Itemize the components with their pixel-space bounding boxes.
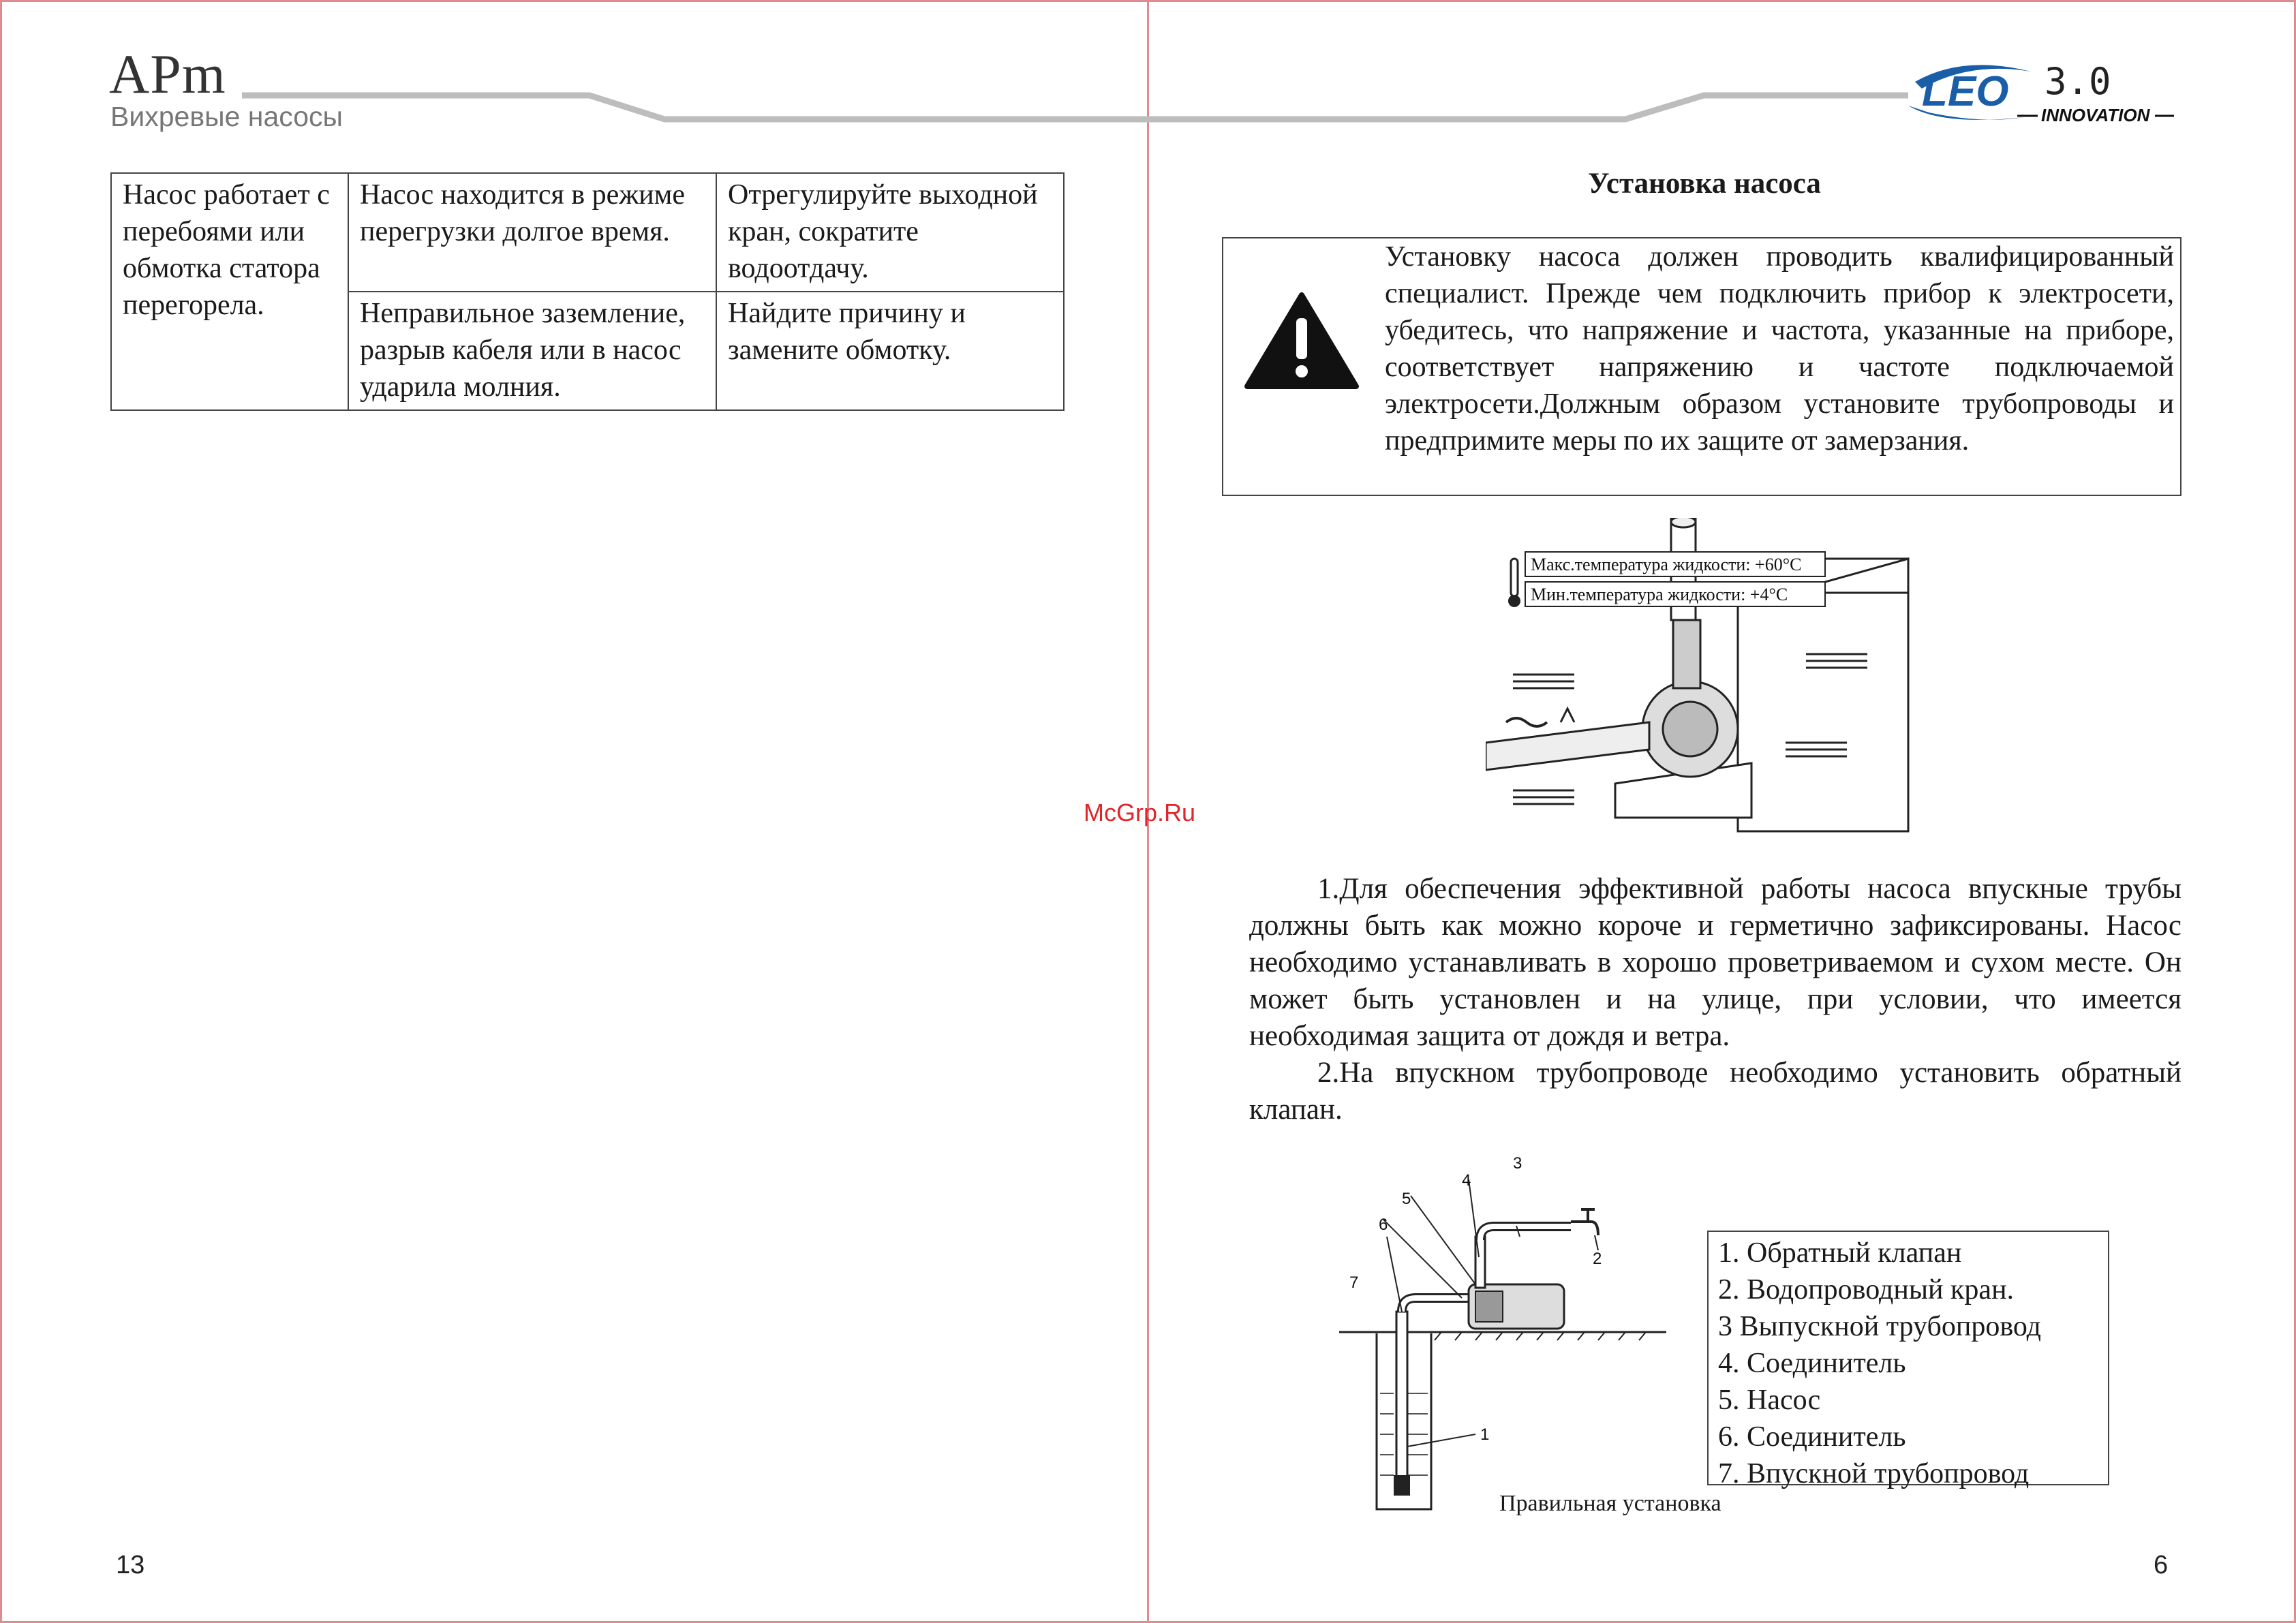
- page-number-right: 6: [2154, 1551, 2169, 1579]
- installation-instructions: [1249, 871, 2182, 1128]
- section-title: Установка насоса: [1588, 168, 1821, 200]
- legend-item: 4. Соединитель: [1718, 1348, 1906, 1379]
- legend-item: 5. Насос: [1718, 1385, 1821, 1416]
- solution-cell: Отрегулируйте выходной кран, сократите водоотдачу.: [716, 173, 1064, 292]
- callout-6: 6: [1379, 1216, 1388, 1234]
- watermark: McGrp.Ru: [1084, 799, 1196, 826]
- legend-item: 6. Соединитель: [1718, 1421, 1906, 1453]
- legend-item: 3 Выпускной трубопровод: [1718, 1311, 2042, 1342]
- callout-1: 1: [1480, 1425, 1490, 1444]
- troubleshooting-table: [110, 172, 1065, 411]
- pump-installation-figure: [1486, 518, 1922, 838]
- legend-item: 1. Обратный клапан: [1718, 1237, 1962, 1269]
- paragraph: 2.На впускном трубопроводе необходимо установить обратный клапан.: [1249, 1057, 2182, 1126]
- brand-subtitle: Вихревые насосы: [110, 101, 343, 132]
- figure-legend: [1707, 1231, 2109, 1489]
- callout-5: 5: [1402, 1190, 1411, 1208]
- brand-title: APm: [109, 43, 226, 105]
- figure-caption: Правильная установка: [1499, 1491, 1721, 1516]
- legend-item: 7. Впускной трубопровод: [1718, 1458, 2030, 1489]
- cause-cell: Насос находится в режиме перегрузки долгое время.: [348, 173, 716, 292]
- table-row: [111, 173, 1064, 292]
- logo-version: 3.0: [2045, 60, 2111, 103]
- callout-4: 4: [1462, 1171, 1471, 1190]
- warning-triangle-icon: [1244, 290, 1360, 392]
- max-temp-label: Макс.температура жидкости: +60°C: [1531, 555, 1802, 574]
- logo-tagline: INNOVATION: [2041, 105, 2150, 125]
- page-edge-left: [0, 0, 2, 1623]
- thermometer-icon: [1508, 559, 1520, 607]
- problem-cell: Насос работает с перебоями или обмотка статора перегорела.: [111, 173, 348, 410]
- warning-text: Установку насоса должен проводить квалифицированный специалист. Прежде чем подключить прибор к электросети, убедитесь, что напряжение и частота, указанные на приборе, соответствует напряжению и частоте подключаемой электросети.Должным образом установите трубопроводы и предпримите меры по их защите от замерзания.: [1385, 241, 2174, 457]
- page-number-left: 13: [116, 1551, 145, 1579]
- callout-2: 2: [1593, 1250, 1602, 1268]
- min-temp-label: Мин.температура жидкости: +4°C: [1531, 585, 1788, 604]
- logo-brand: LEO: [1922, 68, 2009, 115]
- correct-installation-figure: [1339, 1155, 1680, 1516]
- cause-cell: Неправильное заземление, разрыв кабеля или в насос ударила молния.: [348, 292, 716, 410]
- callout-3: 3: [1513, 1155, 1522, 1173]
- paragraph: 1.Для обеспечения эффективной работы насоса впускные трубы должны быть как можно короче и герметично зафиксированы. Насос необходимо устанавливать в хорошо проветриваемом и сухом месте. Он может быть установлен и на улице, при условии, что имеется необходимая защита от дождя и ветра.: [1249, 873, 2182, 1052]
- callout-7: 7: [1349, 1273, 1359, 1292]
- leo-logo-icon: [1901, 41, 2188, 136]
- legend-item: 2. Водопроводный кран.: [1718, 1274, 2015, 1305]
- solution-cell: Найдите причину и замените обмотку.: [716, 292, 1064, 410]
